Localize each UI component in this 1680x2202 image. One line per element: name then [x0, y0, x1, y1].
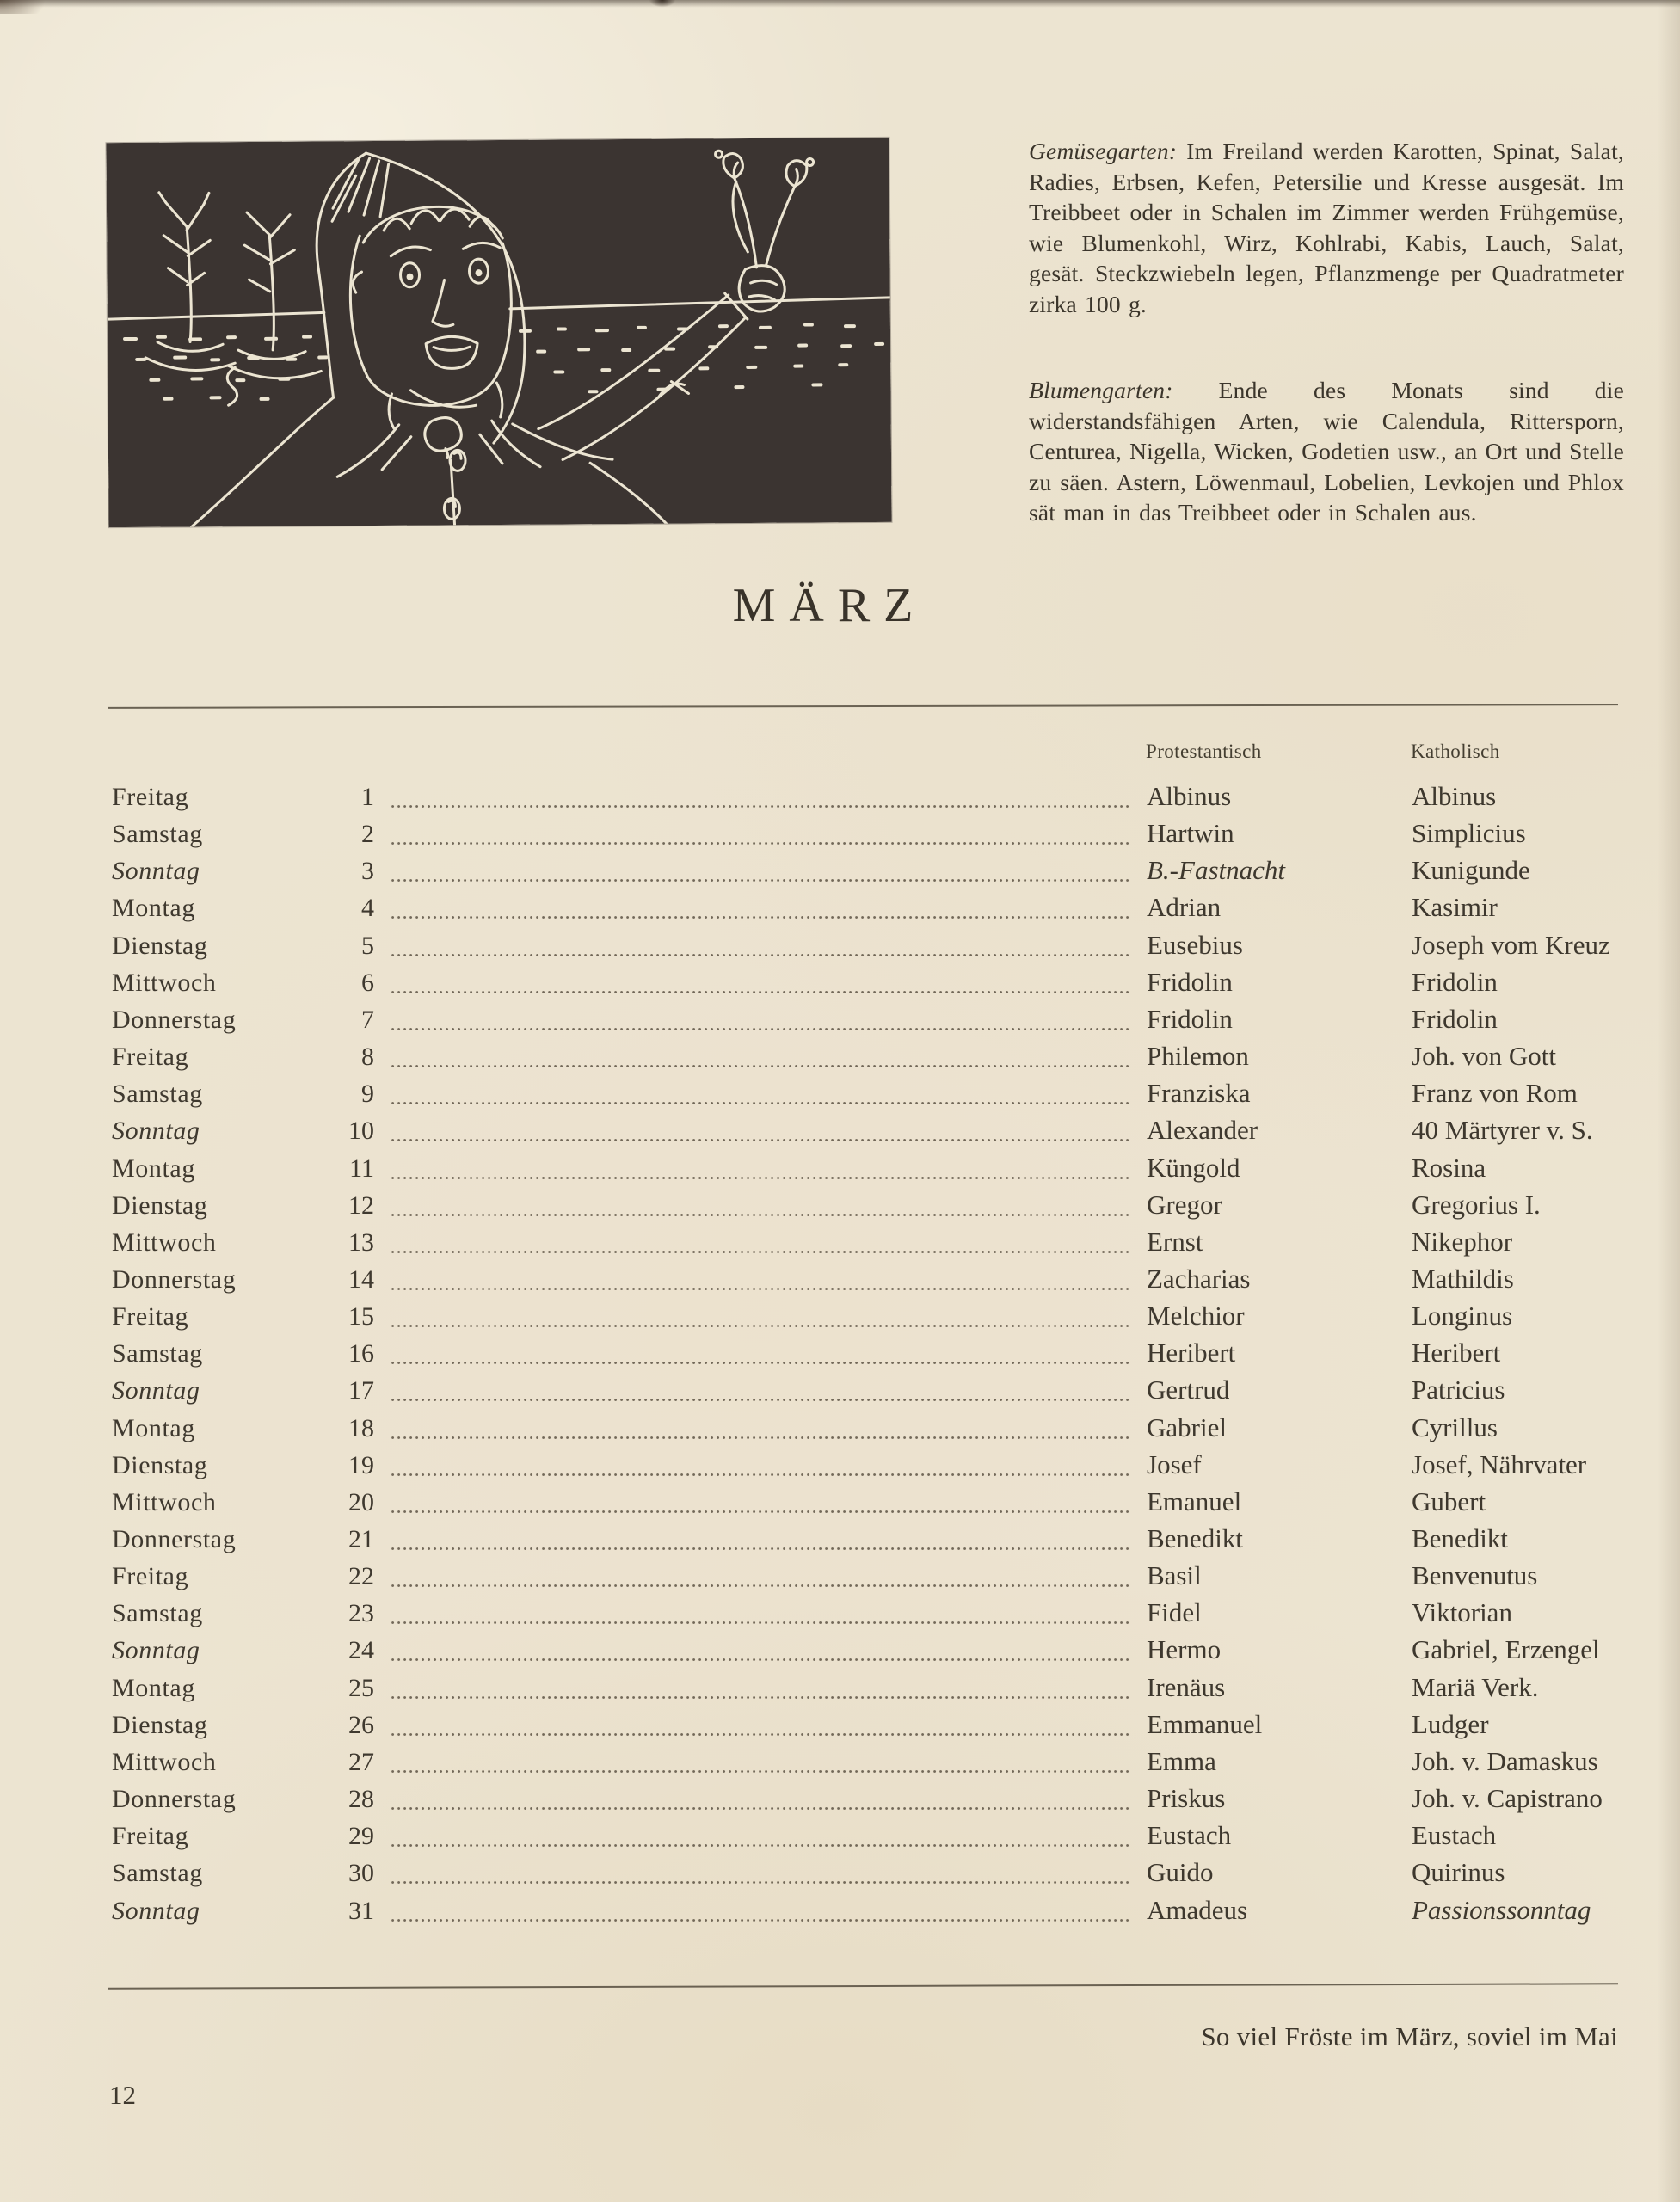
day-number: 15 — [348, 1302, 374, 1332]
weekday-label: Dienstag — [112, 1710, 208, 1739]
catholic-name: 40 Märtyrer v. S. — [1412, 1115, 1593, 1146]
woodcut-background — [106, 138, 891, 527]
weekday-label: Samstag — [112, 1599, 203, 1628]
protestant-name: Emmanuel — [1147, 1708, 1263, 1739]
dotted-leader — [391, 916, 1131, 919]
protestant-name: Eustach — [1147, 1820, 1232, 1851]
catholic-name: Benedikt — [1412, 1523, 1508, 1553]
day-number: 11 — [349, 1153, 374, 1183]
protestant-name: Emma — [1147, 1745, 1216, 1776]
calendar-row — [108, 1154, 1618, 1185]
weekday-label: Dienstag — [112, 1450, 208, 1479]
calendar-row — [108, 820, 1618, 851]
calendar-row — [108, 966, 1618, 1000]
catholic-name: Longinus — [1412, 1301, 1513, 1332]
weekday-label: Montag — [112, 894, 195, 923]
day-number: 5 — [361, 931, 374, 960]
weekday-label: Sonntag — [112, 1636, 200, 1665]
dotted-leader — [391, 1139, 1131, 1141]
weekday-label: Sonntag — [112, 1896, 200, 1925]
day-number: 25 — [348, 1673, 374, 1702]
dotted-leader — [391, 954, 1131, 956]
catholic-name: Viktorian — [1412, 1597, 1512, 1628]
day-number: 1 — [361, 783, 374, 811]
dotted-leader — [391, 1473, 1131, 1476]
protestant-name: B.-Fastnacht — [1147, 855, 1285, 886]
catholic-name: Joh. v. Damaskus — [1412, 1745, 1598, 1776]
dotted-leader — [391, 805, 1131, 808]
weekday-label: Samstag — [112, 1859, 203, 1888]
weekday-label: Sonntag — [112, 857, 200, 886]
dotted-leader — [391, 842, 1131, 845]
day-number: 19 — [348, 1450, 374, 1479]
protestant-name: Benedikt — [1147, 1523, 1243, 1553]
vegetable-garden-note — [1029, 136, 1624, 319]
weekday-label: Donnerstag — [112, 1264, 237, 1294]
dotted-leader — [391, 1028, 1131, 1030]
dotted-leader — [391, 1547, 1131, 1550]
dotted-leader — [391, 1770, 1131, 1773]
day-number: 23 — [348, 1599, 374, 1628]
calendar-row — [108, 1894, 1618, 1928]
vegetable-garden-text: Im Freiland werden Karotten, Spinat, Salat, Radies, Erbsen, Kefen, Petersilie und Kresse ausgesät. Im Treibbeet oder in Schalen im Zimmer werden Frühgemüse, wie Blumenkohl, Wirz, Kohlrabi, Kabis, Lauch, Salat, gesät. Steckzwiebeln legen, Pflanzmenge per Quadratmeter zirka 100 g. — [1029, 138, 1624, 317]
page-number: 12 — [109, 2080, 136, 2110]
catholic-name: Passionssonntag — [1412, 1894, 1591, 1925]
weekday-label: Montag — [112, 1673, 195, 1702]
catholic-name: Ludger — [1412, 1708, 1489, 1739]
dotted-leader — [391, 1919, 1131, 1922]
protestant-name: Josef — [1147, 1449, 1202, 1479]
flower-garden-note — [1029, 375, 1624, 528]
protestant-name: Ernst — [1147, 1226, 1203, 1257]
dotted-leader — [391, 1399, 1131, 1401]
day-number: 21 — [348, 1525, 374, 1553]
catholic-name: Cyrillus — [1412, 1412, 1498, 1442]
catholic-name: Fridolin — [1412, 966, 1498, 997]
calendar-row — [108, 857, 1618, 888]
day-number: 31 — [348, 1896, 374, 1925]
protestant-name: Adrian — [1147, 892, 1222, 923]
weekday-label: Sonntag — [112, 1376, 200, 1405]
calendar-row — [108, 1599, 1618, 1630]
day-number: 6 — [361, 968, 374, 997]
weekday-label: Donnerstag — [112, 1005, 237, 1034]
column-header-protestant: Protestantisch — [1146, 741, 1262, 762]
weekday-label: Mittwoch — [112, 1227, 217, 1257]
catholic-name: Benvenutus — [1412, 1560, 1538, 1591]
protestant-name: Emanuel — [1147, 1485, 1242, 1516]
dotted-leader — [391, 1251, 1131, 1253]
weekday-label: Donnerstag — [112, 1785, 237, 1814]
calendar-row — [108, 1745, 1618, 1779]
dotted-leader — [391, 1436, 1131, 1439]
protestant-name: Irenäus — [1147, 1671, 1226, 1702]
calendar-row — [108, 1265, 1618, 1296]
dotted-leader — [391, 1362, 1131, 1364]
dotted-leader — [391, 991, 1131, 993]
protestant-name: Philemon — [1147, 1041, 1249, 1072]
weekday-label: Montag — [112, 1153, 195, 1183]
weekday-label: Montag — [112, 1413, 195, 1442]
dotted-leader — [391, 1733, 1131, 1736]
catholic-name: Joh. von Gott — [1412, 1041, 1556, 1072]
protestant-name: Gertrud — [1147, 1375, 1230, 1405]
dotted-leader — [391, 1696, 1131, 1699]
weekday-label: Mittwoch — [112, 968, 217, 997]
flower-garden-text: Ende des Monats sind die widerstandsfähigen Arten, wie Calendula, Rittersporn, Centurea, Nigella, Wicken, Godetien usw., an Ort und Stelle zu säen. Astern, Löwenmaul, Lobelien, Levkojen und Phlox sät man in das Treibbeet oder in Schalen aus. — [1029, 377, 1624, 526]
catholic-name: Patricius — [1412, 1375, 1505, 1405]
day-number: 3 — [361, 857, 374, 886]
protestant-name: Gabriel — [1147, 1412, 1227, 1442]
calendar-row — [108, 1708, 1618, 1742]
calendar-row — [108, 1525, 1618, 1556]
march-woodcut-illustration — [106, 138, 891, 527]
calendar-row — [108, 1562, 1618, 1593]
calendar-row — [108, 1822, 1618, 1853]
protestant-name: Melchior — [1147, 1301, 1245, 1332]
day-number: 13 — [348, 1227, 374, 1257]
protestant-name: Fridolin — [1147, 966, 1233, 997]
dotted-leader — [391, 1658, 1131, 1661]
day-number: 17 — [348, 1376, 374, 1405]
weekday-label: Freitag — [112, 783, 189, 811]
calendar-row — [108, 929, 1618, 963]
calendar-row — [108, 1376, 1618, 1407]
protestant-name: Amadeus — [1147, 1894, 1248, 1925]
dotted-leader — [391, 1288, 1131, 1290]
dotted-leader — [391, 1807, 1131, 1810]
weekday-label: Dienstag — [112, 931, 208, 960]
day-number: 24 — [348, 1636, 374, 1665]
protestant-name: Franziska — [1147, 1078, 1251, 1109]
day-number: 9 — [361, 1079, 374, 1109]
calendar-row — [108, 1636, 1618, 1667]
dotted-leader — [391, 1177, 1131, 1179]
weekday-label: Freitag — [112, 1562, 189, 1591]
day-number: 22 — [348, 1562, 374, 1591]
column-header-catholic: Katholisch — [1411, 741, 1500, 762]
catholic-name: Nikephor — [1412, 1226, 1513, 1257]
protestant-name: Eusebius — [1147, 929, 1243, 960]
day-number: 16 — [348, 1339, 374, 1369]
calendar-row — [108, 1228, 1618, 1259]
catholic-name: Gregorius I. — [1412, 1189, 1541, 1220]
catholic-name: Gabriel, Erzengel — [1412, 1634, 1600, 1665]
day-number: 8 — [361, 1043, 374, 1072]
day-number: 26 — [348, 1710, 374, 1739]
day-number: 18 — [348, 1413, 374, 1442]
protestant-name: Hermo — [1147, 1634, 1222, 1665]
day-number: 29 — [348, 1822, 374, 1851]
catholic-name: Rosina — [1412, 1152, 1486, 1183]
dotted-leader — [391, 1510, 1131, 1513]
catholic-name: Kasimir — [1412, 892, 1498, 923]
catholic-name: Quirinus — [1412, 1857, 1505, 1888]
calendar-row — [108, 1191, 1618, 1222]
day-number: 10 — [348, 1116, 374, 1146]
calendar-row — [108, 1859, 1618, 1890]
vegetable-garden-lead: Gemüsegarten: — [1029, 138, 1178, 164]
dotted-leader — [391, 1065, 1131, 1067]
day-number: 30 — [348, 1859, 374, 1888]
calendar-table — [108, 783, 1618, 1940]
catholic-name: Eustach — [1412, 1820, 1497, 1851]
protestant-name: Basil — [1147, 1560, 1202, 1591]
calendar-row — [108, 1339, 1618, 1370]
flower-garden-lead: Blumengarten: — [1029, 377, 1173, 403]
protestant-name: Fridolin — [1147, 1003, 1233, 1034]
calendar-row — [108, 1116, 1618, 1147]
day-number: 28 — [348, 1785, 374, 1814]
day-number: 14 — [348, 1264, 374, 1294]
catholic-name: Mariä Verk. — [1412, 1671, 1539, 1702]
weekday-label: Dienstag — [112, 1190, 208, 1220]
dotted-leader — [391, 1844, 1131, 1847]
protestant-name: Albinus — [1147, 781, 1232, 811]
dotted-leader — [391, 1325, 1131, 1327]
dotted-leader — [391, 1621, 1131, 1624]
dotted-leader — [391, 1584, 1131, 1587]
dotted-leader — [391, 1102, 1131, 1104]
protestant-name: Hartwin — [1147, 818, 1234, 849]
catholic-name: Simplicius — [1412, 818, 1526, 849]
calendar-row — [108, 1043, 1618, 1073]
calendar-row — [108, 1414, 1618, 1445]
catholic-name: Joseph vom Kreuz — [1412, 929, 1610, 960]
dotted-leader — [391, 1214, 1131, 1216]
catholic-name: Kunigunde — [1412, 855, 1530, 886]
catholic-name: Franz von Rom — [1412, 1078, 1578, 1109]
calendar-row — [108, 1671, 1618, 1705]
day-number: 4 — [361, 894, 374, 923]
calendar-row — [108, 783, 1618, 814]
weekday-label: Sonntag — [112, 1116, 200, 1146]
weekday-label: Donnerstag — [112, 1525, 237, 1553]
protestant-name: Zacharias — [1147, 1263, 1251, 1294]
day-number: 12 — [348, 1190, 374, 1220]
month-proverb: So viel Fröste im März, soviel im Mai — [1201, 2021, 1618, 2051]
dotted-leader — [391, 1881, 1131, 1884]
calendar-row — [108, 1302, 1618, 1333]
protestant-name: Gregor — [1147, 1189, 1222, 1220]
catholic-name: Heribert — [1412, 1338, 1501, 1369]
weekday-label: Samstag — [112, 1339, 203, 1369]
catholic-name: Mathildis — [1412, 1263, 1514, 1294]
protestant-name: Fidel — [1147, 1597, 1202, 1628]
catholic-name: Josef, Nährvater — [1412, 1449, 1587, 1479]
month-title: MÄRZ — [732, 579, 927, 632]
day-number: 2 — [361, 820, 374, 849]
catholic-name: Gubert — [1412, 1485, 1486, 1516]
calendar-row — [108, 1079, 1618, 1110]
divider-top — [108, 704, 1618, 709]
calendar-row — [108, 894, 1618, 925]
weekday-label: Freitag — [112, 1822, 189, 1851]
protestant-name: Alexander — [1147, 1115, 1258, 1146]
protestant-name: Priskus — [1147, 1783, 1226, 1814]
weekday-label: Mittwoch — [112, 1747, 217, 1776]
catholic-name: Fridolin — [1412, 1003, 1498, 1034]
catholic-name: Joh. v. Capistrano — [1412, 1783, 1603, 1814]
weekday-label: Freitag — [112, 1043, 189, 1072]
weekday-label: Samstag — [112, 820, 203, 849]
protestant-name: Heribert — [1147, 1338, 1236, 1369]
weekday-label: Freitag — [112, 1302, 189, 1332]
weekday-label: Mittwoch — [112, 1487, 217, 1516]
dotted-leader — [391, 879, 1131, 882]
day-number: 7 — [361, 1005, 374, 1034]
day-number: 27 — [348, 1747, 374, 1776]
calendar-row — [108, 1785, 1618, 1816]
protestant-name: Küngold — [1147, 1152, 1240, 1183]
weekday-label: Samstag — [112, 1079, 203, 1109]
calendar-row — [108, 1451, 1618, 1482]
protestant-name: Guido — [1147, 1857, 1214, 1888]
divider-bottom — [108, 1983, 1618, 1990]
day-number: 20 — [348, 1487, 374, 1516]
calendar-row — [108, 1485, 1618, 1519]
catholic-name: Albinus — [1412, 781, 1497, 811]
calendar-row — [108, 1003, 1618, 1036]
